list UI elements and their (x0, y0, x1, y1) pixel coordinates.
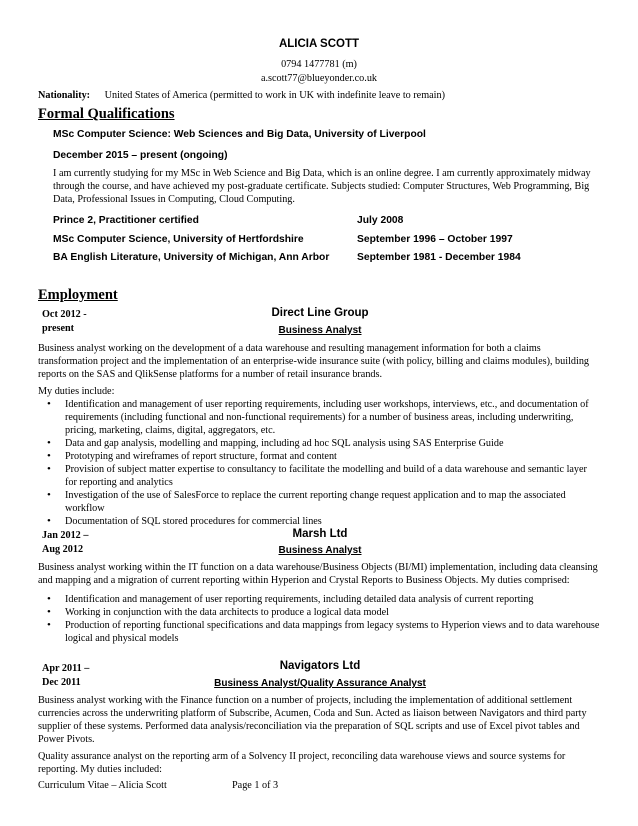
list-item: • Production of reporting functional specifications and data mappings from legacy systems to Hyperion views and to data warehouse logical and physical models (38, 619, 600, 645)
nationality-label: Nationality: (38, 90, 91, 101)
job-description (38, 694, 600, 776)
list-item: • Investigation of the use of SalesForce to replace the current reporting change request application and to map the associated workflow (38, 489, 600, 515)
list-item: • Identification and management of user reporting requirements, including detailed data analysis of current reporting (38, 593, 600, 606)
job-duties-list (38, 398, 600, 528)
email-address: a.scott77@blueyonder.co.uk (260, 73, 378, 84)
job-role: Business Analyst/Quality Assurance Analyst (214, 678, 426, 689)
qualification-msc-liverpool-dates: December 2015 – present (ongoing) (53, 150, 228, 161)
job-paragraph: Business analyst working on the development of a data warehouse and resulting management information for both a claims transformation project and the implementation of an enterprise-wide insurance suite (with policy, billing and claims modules), building reports on the SAS and QlikSense platforms for a number of retail insurance brands. (38, 343, 590, 380)
qualification-title: Prince 2, Practitioner certified (53, 215, 199, 226)
job-description (38, 342, 600, 528)
section-heading-employment: Employment (38, 287, 118, 303)
job-paragraph: Quality assurance analyst on the reporting arm of a Solvency II project, reconciling data warehouse views and source systems for reporting. My duties included: (38, 751, 566, 775)
job-role: Business Analyst (278, 325, 362, 336)
section-heading-qualifications: Formal Qualifications (38, 106, 175, 122)
job-date-start: Jan 2012 – (42, 530, 89, 541)
job-date-end: Dec 2011 (42, 677, 81, 688)
list-item: • Data and gap analysis, modelling and mapping, including ad hoc SQL analysis using SAS Enterprise Guide (38, 437, 600, 450)
qualification-date: September 1996 – October 1997 (357, 234, 513, 245)
phone-number: 0794 1477781 (m) (281, 59, 357, 70)
job-company: Navigators Ltd (279, 660, 361, 672)
footer-page-number: Page 1 of 3 (232, 780, 279, 791)
job-dates (42, 308, 87, 336)
job-dates (42, 662, 89, 690)
job-paragraph: My duties include: (38, 386, 115, 397)
qualification-msc-liverpool: MSc Computer Science: Web Sciences and Big Data, University of Liverpool (53, 129, 426, 140)
list-item: • Prototyping and wireframes of report structure, format and content (38, 450, 600, 463)
job-date-end: present (42, 323, 75, 334)
job-dates (42, 529, 88, 557)
resume-name: ALICIA SCOTT (278, 38, 360, 50)
job-date-end: Aug 2012 (42, 544, 84, 555)
job-paragraph: Business analyst working within the IT function on a data warehouse/Business Objects (BI/MI) implementation, including data cleansing and mapping and a migration of current reporting within Hyperion and Crystal Reports to Business Objects. My duties comprised: (38, 562, 598, 586)
job-date-start: Apr 2011 – (42, 663, 90, 674)
nationality-value: United States of America (permitted to work in UK with indefinite leave to remain) (104, 90, 445, 101)
list-item: • Documentation of SQL stored procedures for commercial lines (38, 515, 600, 528)
footer-document-title: Curriculum Vitae – Alicia Scott (38, 780, 167, 791)
job-company: Direct Line Group (271, 307, 369, 319)
nationality-line (38, 89, 608, 102)
list-item: • Working in conjunction with the data architects to produce a logical data model (38, 606, 600, 619)
qualification-title: BA English Literature, University of Michigan, Ann Arbor (53, 252, 330, 263)
list-item: • Provision of subject matter expertise to consultancy to facilitate the modelling and build of a data warehouse and semantic layer for reporting and analytics (38, 463, 600, 489)
job-company: Marsh Ltd (292, 528, 348, 540)
qualification-date: September 1981 - December 1984 (357, 252, 521, 263)
job-duties-list (38, 593, 600, 645)
job-description (38, 561, 600, 645)
list-item: • Identification and management of user reporting requirements, including user workshops, interviews, etc., and documentation of requirements (including functional and non-functional requirements) for a number of business areas, including underwriting, pricing, marketing, claims, digital, aggregators, etc. (38, 398, 600, 437)
qualification-title: MSc Computer Science, University of Hertfordshire (53, 234, 304, 245)
qualification-msc-liverpool-description: I am currently studying for my MSc in Web Science and Big Data, which is an online degree. I am currently approximately midway through the course, and have achieved my post-graduate certificate. Subjects studied: Computer Structures, Web Programming, Big Data, Professional Issues in Computing, Cloud Computing. (53, 168, 591, 205)
qualification-date: July 2008 (357, 215, 404, 226)
job-date-start: Oct 2012 - (42, 309, 87, 320)
job-paragraph: Business analyst working with the Finance function on a number of projects, including the implementation of additional settlement currencies across the underwriting platform of Subscribe, Acumen, Coda and Sun. Acted as liaison between Navigators and third party supplier of these systems. Performed data analysis/reconciliation via the preparation of SQL scripts and use of Excel pivot tables and Power Pivots. (38, 695, 587, 745)
job-role: Business Analyst (278, 545, 362, 556)
